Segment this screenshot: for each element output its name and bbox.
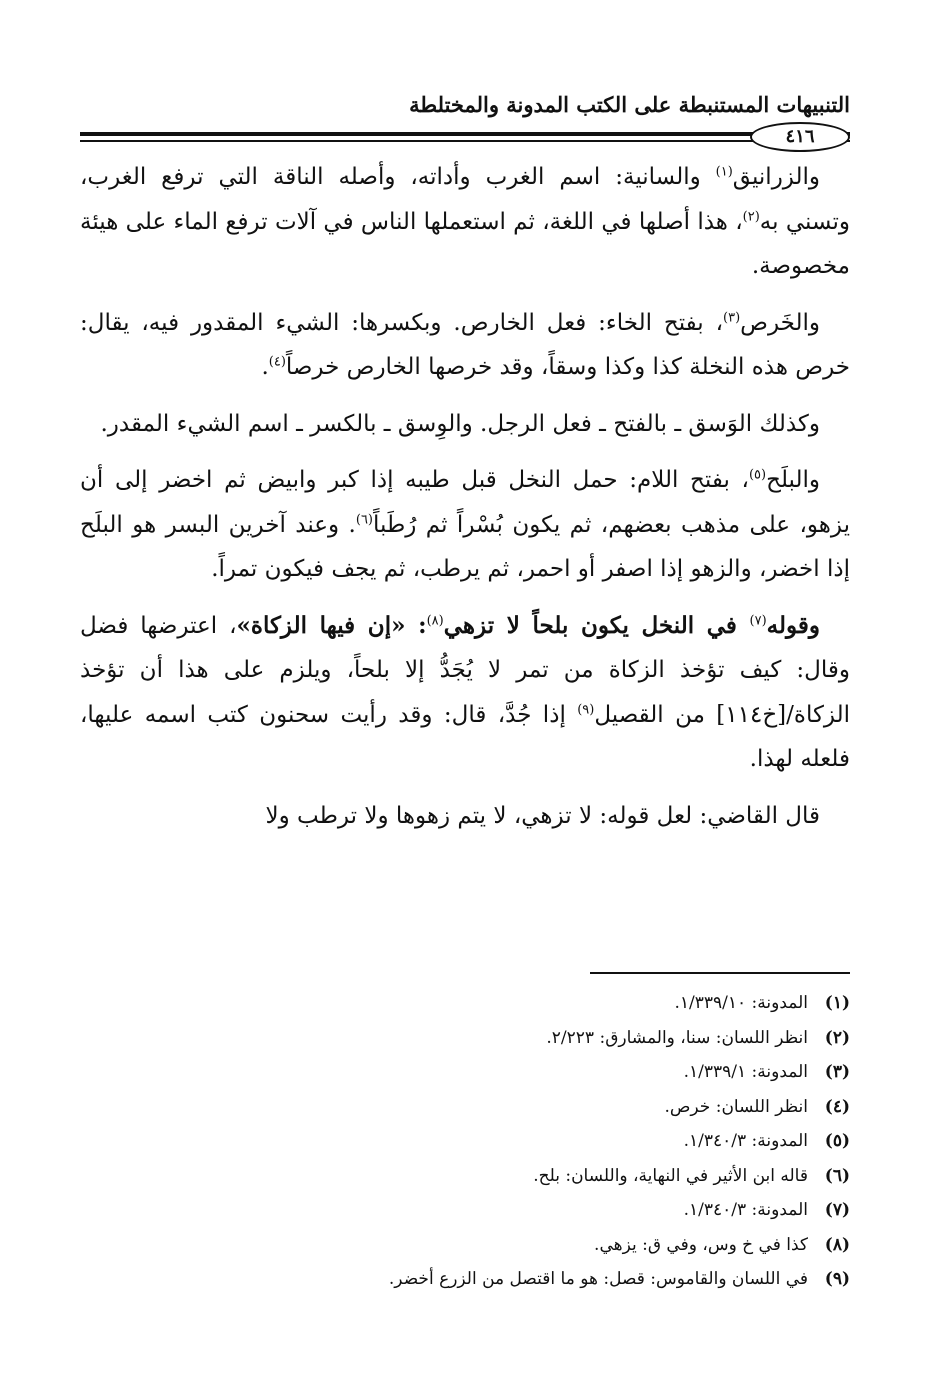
footnote-text: المدونة: ١/٣٤٠/٣. xyxy=(683,1131,808,1151)
footnote-item xyxy=(80,1090,850,1125)
footnote-number: (٩) xyxy=(824,1269,850,1289)
para-text: . وعند آخرين البسر هو البلَح إذا اخضر، والزهو إذا اصفر أو احمر، ثم يرطب، ثم يجف فيكون تمراً. xyxy=(80,511,850,582)
para-text: قال القاضي: لعل قوله: لا تزهي، لا يتم زهوها ولا ترطب ولا xyxy=(265,802,820,829)
running-title: التنبيهات المستنبطة على الكتب المدونة والمختلطة xyxy=(409,92,850,117)
footnote-text: انظر اللسان: سنا، والمشارق: ٢/٢٢٣. xyxy=(546,1027,808,1048)
para-text: ، بفتح الخاء: فعل الخارص. وبكسرها: الشيء المقدور فيه، يقال: خرص هذه النخلة كذا وكذا وسقاً، وقد خرصها الخارص خرصاً xyxy=(80,309,850,380)
footnote-text: المدونة: ١/٣٣٩/١. xyxy=(683,1062,808,1082)
page-number: ٤١٦ xyxy=(750,122,850,152)
para-text: . xyxy=(261,354,269,380)
footnote-number: (٨) xyxy=(824,1234,850,1255)
footnote-number: (٥) xyxy=(824,1131,850,1151)
footnote-number: (٣) xyxy=(824,1062,850,1082)
paragraph-zaraniq xyxy=(80,155,850,289)
para-text: والزرانيق xyxy=(732,164,820,190)
para-text: ، اعترضها فضل وقال: كيف تؤخذ الزكاة من تمر لا يُجَدُّ إلا بلحاً، ويلزم على هذا أن تؤخذ الزكاة/[خ١١٤] من القصيل xyxy=(80,612,850,728)
main-text xyxy=(80,155,850,838)
footnote-text: المدونة: ١/٣٤٠/٣. xyxy=(683,1200,808,1220)
footnote-item xyxy=(80,1262,850,1297)
footnote-number: (١) xyxy=(824,993,850,1013)
header-rule-thin xyxy=(80,140,850,142)
footnote-number: (٦) xyxy=(824,1165,850,1186)
footnote-ref-7: (٧) xyxy=(749,612,767,628)
footnote-ref-2: (٢) xyxy=(742,208,760,224)
footnote-ref-4: (٤) xyxy=(268,354,286,370)
footnote-text: المدونة: ١/٣٣٩/١٠. xyxy=(674,993,808,1013)
footnote-number: (٤) xyxy=(824,1096,850,1117)
footnote-item xyxy=(80,1055,850,1090)
paragraph-qawluhu xyxy=(80,604,850,782)
footnote-item xyxy=(80,986,850,1021)
footnote-item xyxy=(80,1021,850,1056)
para-text: إذا جُدَّ، قال: وقد رأيت سحنون كتب اسمه عليها، فلعله لهذا. xyxy=(80,701,850,772)
footnote-item xyxy=(80,1193,850,1228)
para-bold-text: في النخل يكون بلحاً لا تزهي xyxy=(443,611,750,639)
paragraph-balah xyxy=(80,458,850,592)
header-rule-thick xyxy=(80,132,850,136)
para-bold-text: وقوله xyxy=(766,611,820,639)
para-text: ، بفتح اللام: حمل النخل قبل طيبه إذا كبر وابيض ثم اخضر إلى أن يزهو، على مذهب بعضهم، ثم يكون بُسْراً ثم رُطَباً xyxy=(80,467,850,538)
footnote-ref-3: (٣) xyxy=(723,309,741,325)
paragraph-qadi xyxy=(80,794,850,839)
footnotes xyxy=(80,986,850,1297)
footnote-ref-1: (١) xyxy=(715,164,733,180)
para-bold-text: : «إن فيها الزكاة» xyxy=(236,611,427,639)
footnote-text: انظر اللسان: خرص. xyxy=(664,1096,808,1117)
footnote-text: قاله ابن الأثير في النهاية، واللسان: بلح. xyxy=(533,1165,808,1186)
footnote-item xyxy=(80,1228,850,1263)
footnote-item xyxy=(80,1159,850,1194)
footnote-separator xyxy=(590,972,850,974)
para-text: والخَرص xyxy=(740,309,820,336)
page-header xyxy=(80,82,850,152)
para-text: ، هذا أصلها في اللغة، ثم استعملها الناس في آلات ترفع الماء على هيئة مخصوصة. xyxy=(80,208,850,279)
para-text: والبلَح xyxy=(766,467,820,493)
footnote-text: في اللسان والقاموس: قصل: هو ما اقتصل من الزرع أخضر. xyxy=(388,1269,808,1289)
paragraph-khars xyxy=(80,301,850,390)
footnote-item xyxy=(80,1124,850,1159)
paragraph-wasq xyxy=(80,402,850,447)
footnote-number: (٢) xyxy=(824,1027,850,1048)
footnote-ref-9: (٩) xyxy=(577,701,595,717)
para-text: وكذلك الوَسق ـ بالفتح ـ فعل الرجل. والوِسق ـ بالكسر ـ اسم الشيء المقدر. xyxy=(100,410,820,437)
footnote-ref-5: (٥) xyxy=(748,467,767,483)
footnote-number: (٧) xyxy=(824,1200,850,1220)
footnote-ref-8: (٨) xyxy=(426,612,444,628)
para-text: والسانية: اسم الغرب وأداته، وأصله الناقة التي ترفع الغرب، وتسني به xyxy=(80,164,850,235)
footnote-ref-6: (٦) xyxy=(355,511,373,527)
footnote-text: كذا في خ وس، وفي ق: يزهي. xyxy=(594,1234,808,1255)
